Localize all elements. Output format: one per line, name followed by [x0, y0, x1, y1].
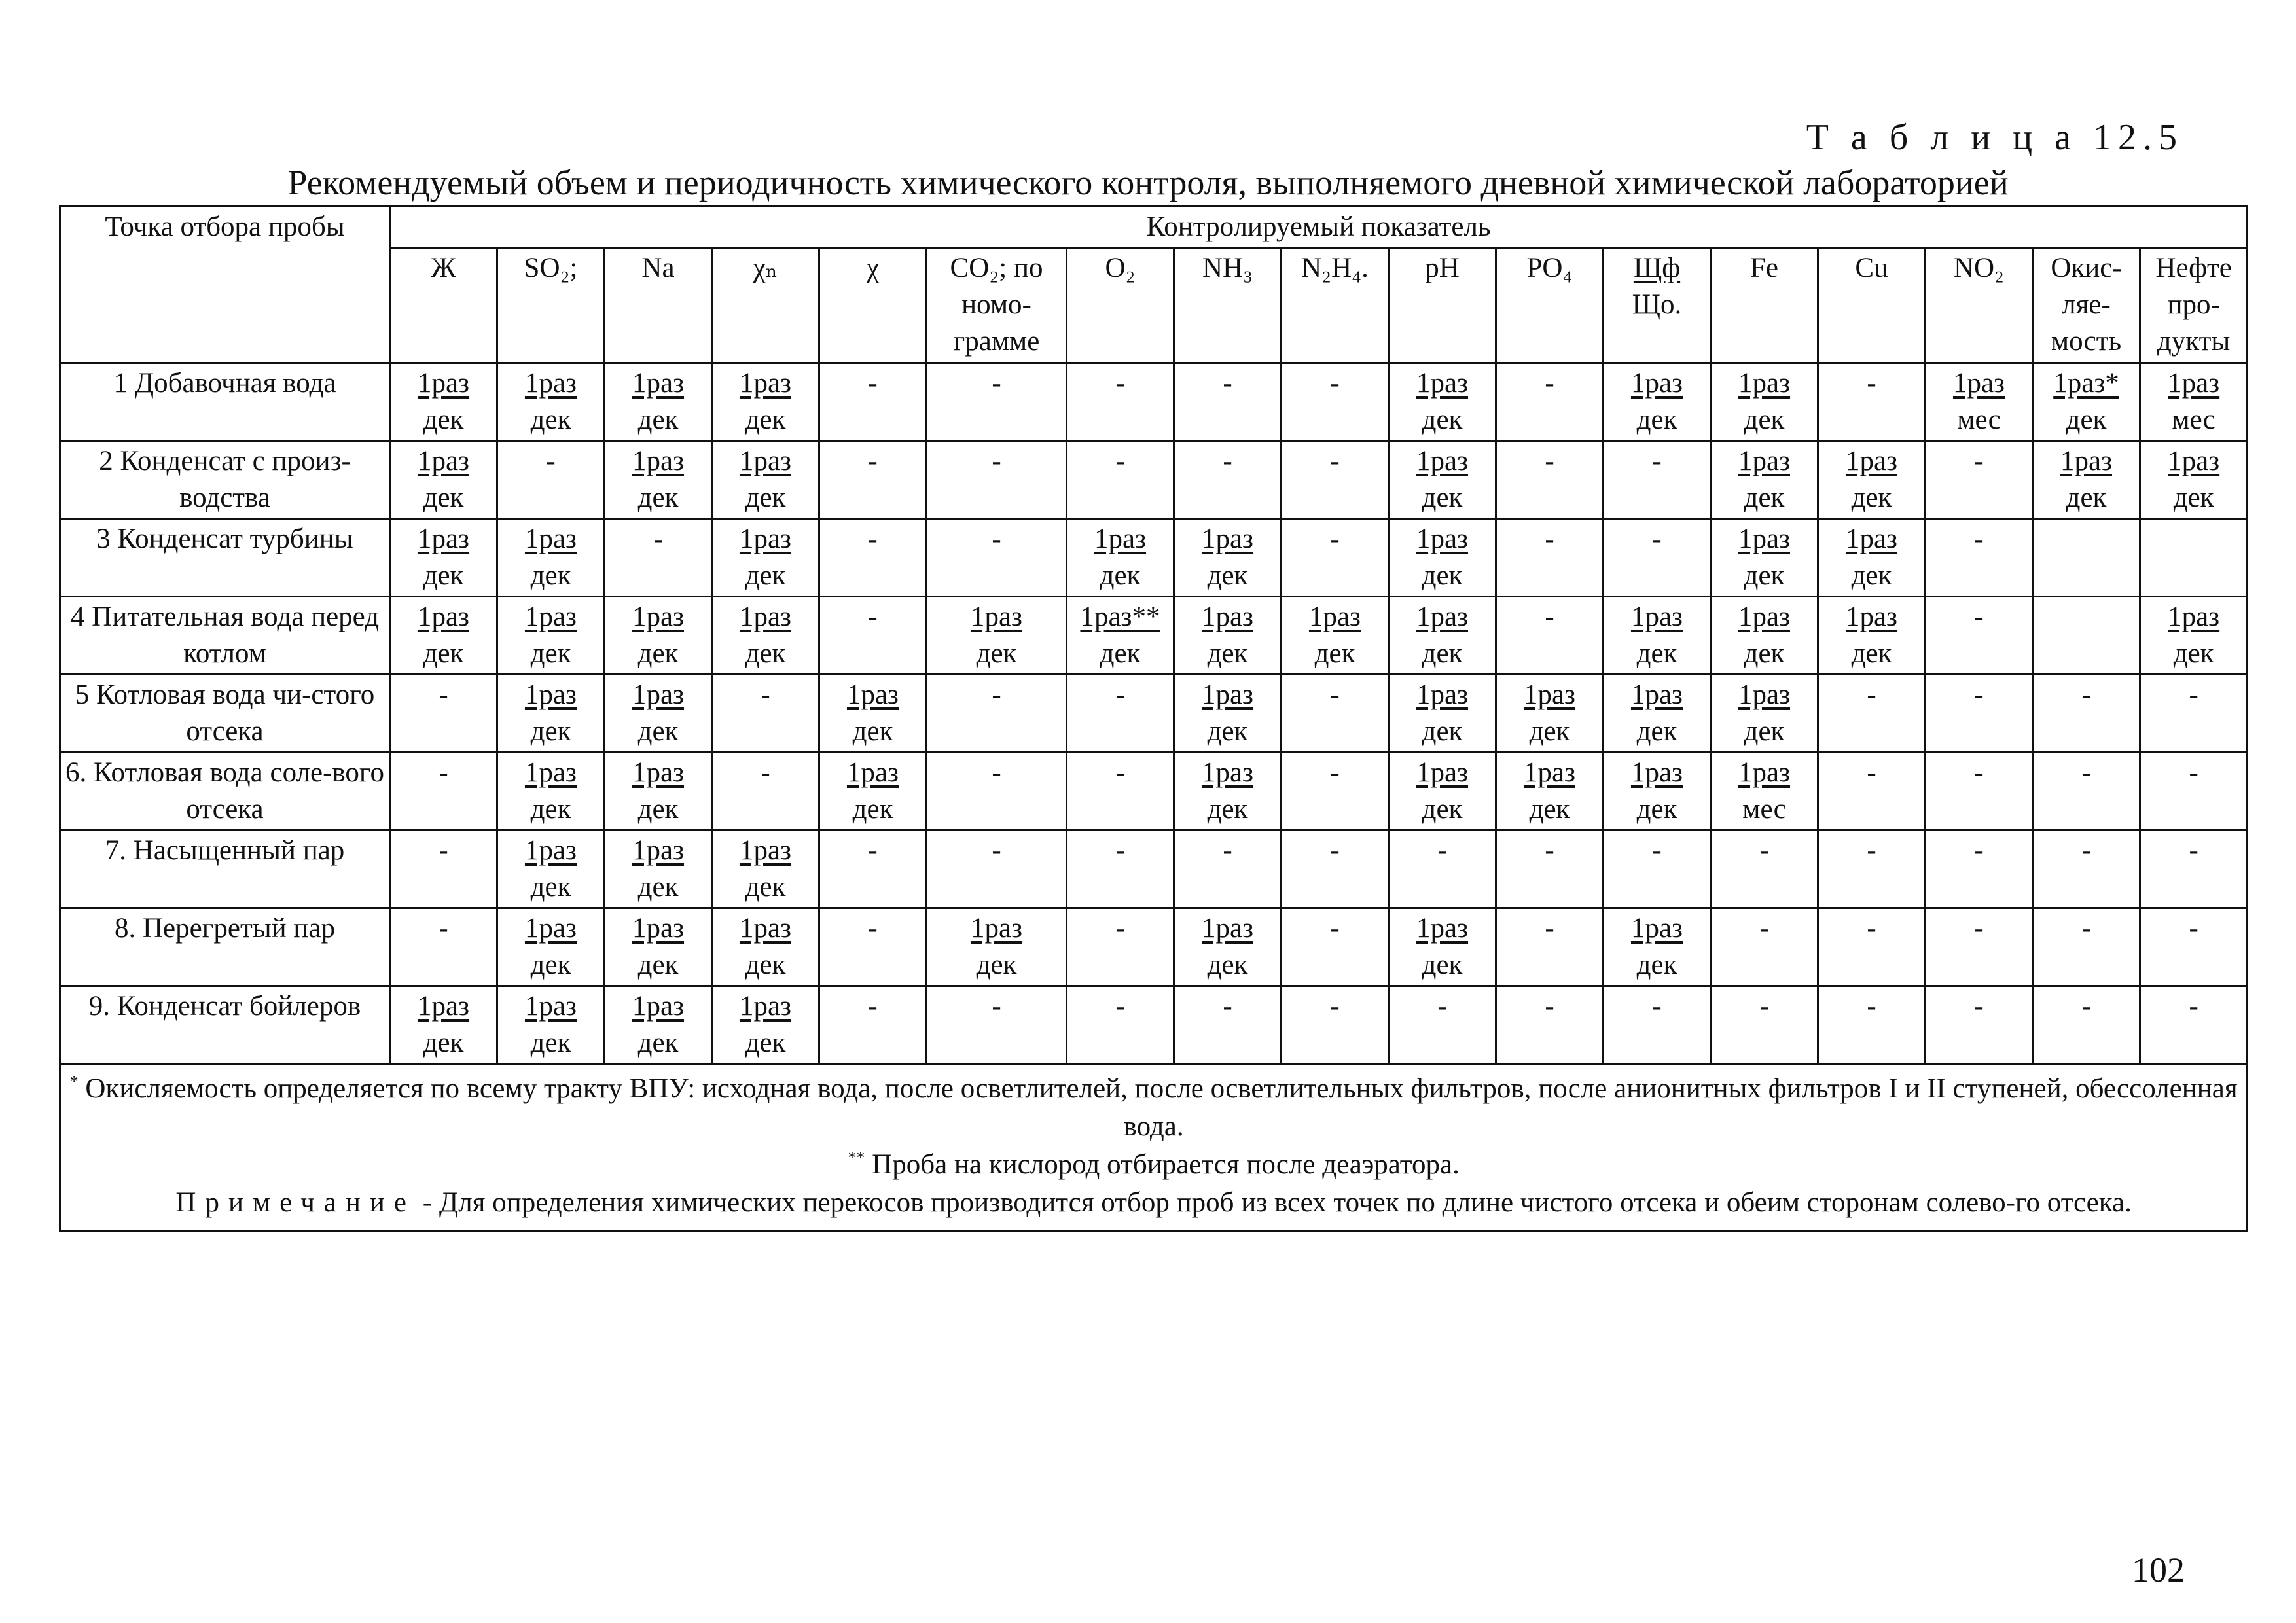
frequency-cell: $\frac{\text{1раз}}{\text{дек}}$ — [1711, 363, 1818, 441]
table-label: Т а б л и ц а 12.5 — [1806, 117, 2183, 158]
column-header: Окис-ляе-мость — [2033, 248, 2140, 363]
frequency-cell: - — [1067, 441, 1174, 519]
column-header: CO₂; по номо-грамме — [927, 248, 1067, 363]
frequency-cell: $\frac{\text{1раз}}{\text{мес}}$ — [1926, 363, 2033, 441]
frequency-cell: $\frac{\text{1раз}}{\text{дек}}$ — [1604, 753, 1711, 830]
frequency-cell: $\frac{\text{1раз}}{\text{дек}}$ — [497, 519, 605, 597]
frequency-cell: $\frac{\text{1раз}}{\text{дек}}$ — [712, 519, 819, 597]
frequency-cell: $\frac{\text{1раз}}{\text{дек}}$ — [712, 908, 819, 986]
frequency-cell: $\frac{\text{1раз}}{\text{дек}}$ — [819, 753, 927, 830]
frequency-cell: - — [1926, 830, 2033, 908]
frequency-cell: - — [1067, 986, 1174, 1064]
frequency-cell: $\frac{\text{1раз}}{\text{дек}}$ — [1604, 363, 1711, 441]
frequency-cell: - — [1496, 908, 1604, 986]
column-header: Na — [605, 248, 712, 363]
frequency-cell: $\frac{\text{1раз}}{\text{дек}}$ — [1711, 675, 1818, 753]
sampling-point-name: 9. Конденсат бойлеров — [60, 986, 390, 1064]
frequency-cell: - — [927, 675, 1067, 753]
frequency-cell: $\frac{\text{1раз}}{\text{дек}}$ — [497, 753, 605, 830]
column-header: O₂ — [1067, 248, 1174, 363]
frequency-cell: $\frac{\text{1раз}}{\text{дек}}$ — [1818, 597, 1926, 675]
frequency-cell: - — [2140, 830, 2248, 908]
remark-label: Примечание — [175, 1187, 416, 1218]
frequency-cell: $\frac{\text{1раз}}{\text{дек}}$ — [1067, 519, 1174, 597]
column-header: NO₂ — [1926, 248, 2033, 363]
frequency-cell: - — [2140, 753, 2248, 830]
column-header: Ж — [390, 248, 497, 363]
column-header: N₂H₄. — [1282, 248, 1389, 363]
frequency-cell: - — [2033, 986, 2140, 1064]
frequency-cell: $\frac{\text{1раз}}{\text{мес}}$ — [2140, 363, 2248, 441]
frequency-cell: - — [1389, 830, 1496, 908]
frequency-cell: $\frac{\text{1раз}}{\text{дек}}$ — [819, 675, 927, 753]
table-row — [60, 597, 2248, 675]
frequency-cell: - — [2140, 675, 2248, 753]
frequency-cell — [2033, 597, 2140, 675]
frequency-cell: - — [927, 986, 1067, 1064]
frequency-cell: - — [1926, 675, 2033, 753]
column-header: χₙ — [712, 248, 819, 363]
frequency-cell: $\frac{\text{1раз}}{\text{дек}}$ — [1389, 363, 1496, 441]
frequency-cell: - — [819, 597, 927, 675]
frequency-cell: $\frac{\text{1раз}}{\text{дек}}$ — [390, 597, 497, 675]
frequency-cell: $\frac{\text{1раз}}{\text{дек}}$ — [390, 441, 497, 519]
frequency-cell: $\frac{\text{1раз}}{\text{дек}}$ — [1389, 753, 1496, 830]
frequency-cell — [2033, 519, 2140, 597]
frequency-cell: $\frac{\text{1раз}}{\text{дек}}$ — [1389, 675, 1496, 753]
frequency-cell: - — [1282, 441, 1389, 519]
frequency-cell: - — [712, 753, 819, 830]
frequency-cell: $\frac{\text{1раз}}{\text{дек}}$ — [605, 986, 712, 1064]
column-header: Fe — [1711, 248, 1818, 363]
frequency-cell: $\frac{\text{1раз}}{\text{дек}}$ — [1818, 519, 1926, 597]
frequency-cell: - — [1711, 908, 1818, 986]
frequency-cell: - — [1282, 908, 1389, 986]
column-header: Нефте про-дукты — [2140, 248, 2248, 363]
frequency-cell: - — [390, 675, 497, 753]
sampling-point-name: 8. Перегретый пар — [60, 908, 390, 986]
frequency-cell: $\frac{\text{1раз}}{\text{дек}}$ — [1711, 441, 1818, 519]
frequency-cell: - — [1604, 830, 1711, 908]
frequency-cell: - — [390, 830, 497, 908]
frequency-cell: $\frac{\text{1раз}}{\text{дек}}$ — [390, 519, 497, 597]
frequency-cell: - — [1496, 363, 1604, 441]
frequency-cell: - — [819, 908, 927, 986]
frequency-cell: - — [1818, 675, 1926, 753]
frequency-cell: - — [1926, 441, 2033, 519]
frequency-cell: - — [1711, 830, 1818, 908]
frequency-cell: $\frac{\text{1раз}}{\text{дек}}$ — [1282, 597, 1389, 675]
frequency-cell: - — [1067, 753, 1174, 830]
frequency-cell: $\frac{\text{1раз}}{\text{дек}}$ — [1711, 597, 1818, 675]
column-header: PO₄ — [1496, 248, 1604, 363]
frequency-cell: $\frac{\text{1раз}}{\text{дек}}$ — [1389, 441, 1496, 519]
frequency-cell: - — [1174, 986, 1282, 1064]
frequency-cell: $\frac{\text{1раз}}{\text{дек}}$ — [497, 597, 605, 675]
table-title: Рекомендуемый объем и периодичность химического контроля, выполняемого дневной химической лабораторией — [287, 163, 2009, 202]
frequency-cell: - — [1067, 908, 1174, 986]
frequency-cell: - — [1174, 441, 1282, 519]
frequency-cell: - — [390, 908, 497, 986]
frequency-cell: $\frac{\text{1раз}}{\text{дек}}$ — [605, 441, 712, 519]
frequency-cell: - — [927, 363, 1067, 441]
frequency-cell: - — [390, 753, 497, 830]
frequency-cell: $\frac{\text{1раз}}{\text{дек}}$ — [1174, 753, 1282, 830]
frequency-cell: $\frac{\text{1раз}}{\text{дек}}$ — [1496, 753, 1604, 830]
frequency-cell: $\frac{\text{1раз}}{\text{дек}}$ — [497, 986, 605, 1064]
page-number: 102 — [2132, 1550, 2185, 1590]
frequency-cell: $\frac{\text{1раз}}{\text{дек}}$ — [712, 441, 819, 519]
control-table — [59, 205, 2248, 1232]
frequency-cell: $\frac{\text{1раз}}{\text{дек}}$ — [497, 830, 605, 908]
column-header: Cu — [1818, 248, 1926, 363]
frequency-cell: - — [1604, 986, 1711, 1064]
frequency-cell: $\frac{\text{1раз}}{\text{дек}}$ — [605, 908, 712, 986]
frequency-cell: - — [1496, 519, 1604, 597]
frequency-cell: - — [1818, 908, 1926, 986]
frequency-cell: - — [819, 363, 927, 441]
frequency-cell: $\frac{\text{1раз}}{\text{дек}}$ — [1389, 597, 1496, 675]
footnote-1: * Окисляемость определяется по всему тракту ВПУ: исходная вода, после осветлителей, после осветлительных фильтров, после анионитных фильтров I и II ступеней, обессоленная вода. — [69, 1072, 2238, 1142]
frequency-cell: - — [1067, 830, 1174, 908]
frequency-cell: $\frac{\text{1раз}}{\text{дек}}$ — [1174, 519, 1282, 597]
frequency-cell: - — [1174, 830, 1282, 908]
frequency-cell: - — [1496, 597, 1604, 675]
frequency-cell: $\frac{\text{1раз}}{\text{дек}}$ — [2140, 597, 2248, 675]
frequency-cell: - — [819, 830, 927, 908]
frequency-cell: $\frac{\text{1раз}}{\text{дек}}$ — [497, 675, 605, 753]
column-header: pH — [1389, 248, 1496, 363]
frequency-cell: - — [2033, 753, 2140, 830]
frequency-cell: - — [927, 441, 1067, 519]
frequency-cell: $\frac{\text{1раз}}{\text{дек}}$ — [1604, 675, 1711, 753]
frequency-cell: $\frac{\text{1раз}}{\text{дек}}$ — [497, 363, 605, 441]
frequency-cell: - — [1926, 986, 2033, 1064]
frequency-cell: $\frac{\text{1раз}}{\text{дек}}$ — [390, 986, 497, 1064]
sampling-point-name: 1 Добавочная вода — [60, 363, 390, 441]
sampling-point-name: 3 Конденсат турбины — [60, 519, 390, 597]
frequency-cell: $\frac{\text{1раз}}{\text{дек}}$ — [1389, 908, 1496, 986]
remark: Примечание - Для определения химических перекосов производится отбор проб из всех точек по длине чистого отсека и обеим сторонам солево-го отсека. — [175, 1187, 2132, 1218]
frequency-cell: $\frac{\text{1раз}}{\text{дек}}$ — [712, 986, 819, 1064]
frequency-cell: - — [2033, 830, 2140, 908]
frequency-cell: - — [1496, 986, 1604, 1064]
group-header: Контролируемый показатель — [390, 207, 2248, 248]
frequency-cell: $\frac{\text{1раз}}{\text{дек}}$ — [712, 830, 819, 908]
frequency-cell: - — [1174, 363, 1282, 441]
frequency-cell: - — [1926, 597, 2033, 675]
frequency-cell: - — [819, 519, 927, 597]
sampling-point-name: 5 Котловая вода чи-стого отсека — [60, 675, 390, 753]
sampling-point-name: 6. Котловая вода соле-вого отсека — [60, 753, 390, 830]
frequency-cell: $\frac{\text{1раз}}{\text{дек}}$ — [2140, 441, 2248, 519]
frequency-cell — [2140, 519, 2248, 597]
frequency-cell: - — [1926, 753, 2033, 830]
frequency-cell: - — [927, 830, 1067, 908]
frequency-cell: $\frac{\text{1раз}}{\text{дек}}$ — [605, 363, 712, 441]
frequency-cell: - — [1926, 519, 2033, 597]
frequency-cell: - — [927, 753, 1067, 830]
frequency-cell: $\frac{\text{1раз}}{\text{дек}}$ — [712, 597, 819, 675]
frequency-cell: - — [497, 441, 605, 519]
table-row — [60, 753, 2248, 830]
frequency-cell: $\frac{\text{1раз}}{\text{дек}}$ — [1818, 441, 1926, 519]
frequency-cell: - — [1282, 519, 1389, 597]
frequency-cell: - — [1496, 830, 1604, 908]
frequency-cell: $\frac{\text{1раз}}{\text{дек}}$ — [497, 908, 605, 986]
frequency-cell: - — [1067, 363, 1174, 441]
frequency-cell: $\frac{\text{1раз}}{\text{дек}}$ — [1174, 908, 1282, 986]
table-row — [60, 519, 2248, 597]
frequency-cell: - — [1496, 441, 1604, 519]
frequency-cell: $\frac{\text{1раз**}}{\text{дек}}$ — [1067, 597, 1174, 675]
frequency-cell: $\frac{\text{1раз}}{\text{мес}}$ — [1711, 753, 1818, 830]
frequency-cell: $\frac{\text{1раз}}{\text{дек}}$ — [605, 753, 712, 830]
frequency-cell: - — [1282, 753, 1389, 830]
table-row — [60, 986, 2248, 1064]
frequency-cell: $\frac{\text{1раз}}{\text{дек}}$ — [605, 830, 712, 908]
frequency-cell: - — [1282, 363, 1389, 441]
frequency-cell: - — [1926, 908, 2033, 986]
frequency-cell: - — [1282, 986, 1389, 1064]
frequency-cell: - — [1711, 986, 1818, 1064]
frequency-cell: - — [1818, 753, 1926, 830]
notes-block — [60, 1064, 2248, 1231]
frequency-cell: $\frac{\text{1раз}}{\text{дек}}$ — [605, 675, 712, 753]
table-row — [60, 441, 2248, 519]
column-header: χ — [819, 248, 927, 363]
frequency-cell: - — [819, 441, 927, 519]
frequency-cell: - — [1818, 363, 1926, 441]
frequency-cell: $\frac{\text{1раз*}}{\text{дек}}$ — [2033, 363, 2140, 441]
frequency-cell: - — [605, 519, 712, 597]
frequency-cell: - — [927, 519, 1067, 597]
frequency-cell: - — [1389, 986, 1496, 1064]
frequency-cell: $\frac{\text{1раз}}{\text{дек}}$ — [1174, 597, 1282, 675]
frequency-cell: $\frac{\text{1раз}}{\text{дек}}$ — [390, 363, 497, 441]
frequency-cell: $\frac{\text{1раз}}{\text{дек}}$ — [927, 908, 1067, 986]
frequency-cell: $\frac{\text{1раз}}{\text{дек}}$ — [2033, 441, 2140, 519]
frequency-cell: $\frac{\text{1раз}}{\text{дек}}$ — [605, 597, 712, 675]
frequency-cell: $\frac{\text{1раз}}{\text{дек}}$ — [1604, 908, 1711, 986]
footnote-2: ** Проба на кислород отбирается после деаэратора. — [848, 1148, 1460, 1180]
frequency-cell: $\frac{\text{1раз}}{\text{дек}}$ — [1496, 675, 1604, 753]
column-header: $\frac{Щф}{Що.}$ — [1604, 248, 1711, 363]
frequency-cell: - — [1282, 830, 1389, 908]
frequency-cell: - — [712, 675, 819, 753]
sampling-point-name: 2 Конденсат с произ-водства — [60, 441, 390, 519]
frequency-cell: $\frac{\text{1раз}}{\text{дек}}$ — [712, 363, 819, 441]
sampling-point-name: 7. Насыщенный пар — [60, 830, 390, 908]
frequency-cell: - — [2033, 908, 2140, 986]
sampling-point-name: 4 Питательная вода перед котлом — [60, 597, 390, 675]
frequency-cell: - — [1067, 675, 1174, 753]
frequency-cell: - — [1604, 519, 1711, 597]
frequency-cell: $\frac{\text{1раз}}{\text{дек}}$ — [1604, 597, 1711, 675]
frequency-cell: - — [1604, 441, 1711, 519]
frequency-cell: - — [1282, 675, 1389, 753]
column-header: SO₂; — [497, 248, 605, 363]
frequency-cell: - — [819, 986, 927, 1064]
table-row — [60, 908, 2248, 986]
frequency-cell: $\frac{\text{1раз}}{\text{дек}}$ — [1389, 519, 1496, 597]
frequency-cell: - — [1818, 830, 1926, 908]
frequency-cell: $\frac{\text{1раз}}{\text{дек}}$ — [1174, 675, 1282, 753]
frequency-cell: $\frac{\text{1раз}}{\text{дек}}$ — [1711, 519, 1818, 597]
frequency-cell: - — [1818, 986, 1926, 1064]
row-header: Точка отбора пробы — [60, 207, 390, 363]
frequency-cell: - — [2140, 908, 2248, 986]
table-row — [60, 363, 2248, 441]
column-header: NH₃ — [1174, 248, 1282, 363]
frequency-cell: - — [2033, 675, 2140, 753]
table-row — [60, 675, 2248, 753]
frequency-cell: $\frac{\text{1раз}}{\text{дек}}$ — [927, 597, 1067, 675]
table-row — [60, 830, 2248, 908]
frequency-cell: - — [2140, 986, 2248, 1064]
